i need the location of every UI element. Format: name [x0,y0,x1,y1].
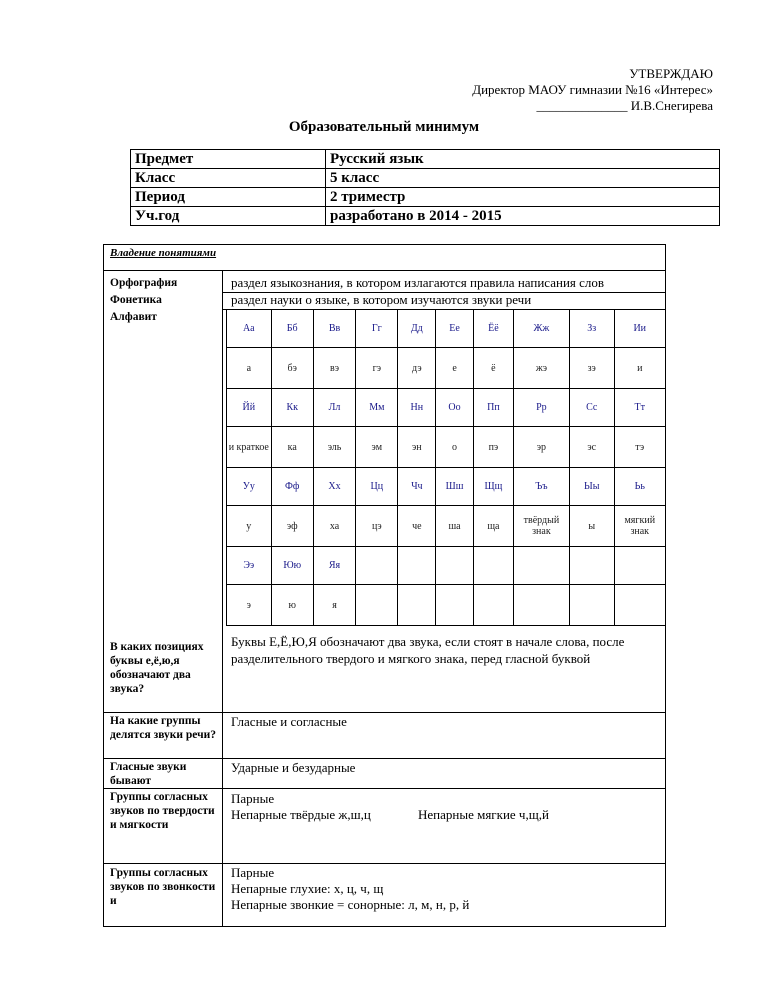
answer-line: Парные [231,865,275,880]
alphabet-letter: Вв [313,310,355,348]
alphabet-letter-name: е [436,348,474,389]
alphabet-letter-name [513,585,569,626]
alphabet-letter-name: тэ [614,427,666,468]
term-label: Алфавит [110,311,157,323]
alphabet-letter: Чч [398,468,436,506]
answer-line: Непарные мягкие ч,щ,й [418,807,549,822]
alphabet-letter: Шш [436,468,474,506]
alphabet-letter-name: ё [473,348,513,389]
alphabet-letter: Юю [271,547,313,585]
alphabet-letter [614,547,666,585]
alphabet-letter-name [398,585,436,626]
alphabet-letter: Фф [271,468,313,506]
alphabet-letter-name: ща [473,506,513,547]
question-label: Гласные звуки бывают [110,761,187,787]
alphabet-letter: Ьь [614,468,666,506]
alphabet-letter-name: эр [513,427,569,468]
term-label: Орфография [110,277,178,289]
alphabet-letter-row [227,389,666,427]
alphabet-letter-name: ша [436,506,474,547]
alphabet-letter-name: пэ [473,427,513,468]
alphabet-letter: Ээ [227,547,272,585]
info-value: 2 триместр [326,188,720,207]
alphabet-letter [473,547,513,585]
question-label: Группы согласных звуков по звонкости и [110,867,216,907]
alphabet-letter-name: бэ [271,348,313,389]
alphabet-letter: Хх [313,468,355,506]
info-key: Класс [131,169,326,188]
alphabet-letter [356,547,398,585]
alphabet-letter: Ее [436,310,474,348]
alphabet-letter: Ёё [473,310,513,348]
alphabet-letter: Жж [513,310,569,348]
alphabet-letter-name [569,585,614,626]
alphabet-name-row [227,585,666,626]
question-label: Группы согласных звуков по твердости и мягкости [110,791,215,831]
alphabet-letter: Бб [271,310,313,348]
alphabet-letter: Щщ [473,468,513,506]
answer-line: Ударные и безударные [231,760,356,775]
alphabet-letter: Кк [271,389,313,427]
alphabet-letter: Аа [227,310,272,348]
alphabet-name-row [227,348,666,389]
info-row [131,207,720,226]
divider [103,863,666,864]
alphabet-letter: Дд [398,310,436,348]
info-value: Русский язык [326,150,720,169]
alphabet-letter: Оо [436,389,474,427]
answer-line: Гласные и согласные [231,714,347,729]
alphabet-letter [398,547,436,585]
alphabet-letter [569,547,614,585]
alphabet-letter-name: жэ [513,348,569,389]
alphabet-letter: Ыы [569,468,614,506]
answer-line: разделительного твердого и мягкого знака, перед гласной буквой [231,651,591,666]
alphabet-letter-name: э [227,585,272,626]
document-title: Образовательный минимум [288,119,480,135]
question-label: На какие группы делятся звуки речи? [110,715,216,741]
alphabet-letter: Зз [569,310,614,348]
alphabet-letter-name: о [436,427,474,468]
info-key: Уч.год [131,207,326,226]
answer-line: Буквы Е,Ё,Ю,Я обозначают два звука, если стоят в начале слова, после [231,634,625,649]
alphabet-letter-name: а [227,348,272,389]
alphabet-letter-name: вэ [313,348,355,389]
answer-line: Непарные звонкие = сонорные: л, м, н, р, й [231,897,470,912]
alphabet-letter [436,547,474,585]
answer-line: Непарные глухие: х, ц, ч, щ [231,881,384,896]
section-title: Владение понятиями [110,247,217,259]
alphabet-letter: Мм [356,389,398,427]
info-row [131,188,720,207]
alphabet-letter: Рр [513,389,569,427]
alphabet-letter: Цц [356,468,398,506]
info-key: Предмет [131,150,326,169]
info-row [131,150,720,169]
alphabet-letter-name: зэ [569,348,614,389]
alphabet-letter-name: твёрдый знак [513,506,569,547]
alphabet-letter-name: эль [313,427,355,468]
alphabet-letter-name: эн [398,427,436,468]
approval-block [472,66,713,114]
alphabet-letter: Лл [313,389,355,427]
alphabet-letter-row [227,547,666,585]
answer-line: Парные [231,791,275,806]
info-table [130,149,720,226]
term-label: Фонетика [110,294,162,306]
alphabet-letter [513,547,569,585]
alphabet-table [226,309,666,626]
alphabet-letter-name: я [313,585,355,626]
alphabet-letter-name: эф [271,506,313,547]
alphabet-letter-name: ю [271,585,313,626]
alphabet-letter: Яя [313,547,355,585]
alphabet-letter-name: мягкий знак [614,506,666,547]
alphabet-letter-row [227,468,666,506]
alphabet-letter-name [473,585,513,626]
alphabet-letter-name: и краткое [227,427,272,468]
alphabet-letter-name [436,585,474,626]
alphabet-letter: Пп [473,389,513,427]
alphabet-letter: Гг [356,310,398,348]
alphabet-letter-name: дэ [398,348,436,389]
alphabet-letter-name [356,585,398,626]
alphabet-letter: Нн [398,389,436,427]
approval-signature: ______________ И.В.Снегирева [536,98,713,113]
alphabet-name-row [227,427,666,468]
term-definition: раздел языкознания, в котором излагаются правила написания слов [231,275,605,290]
alphabet-letter-name: ка [271,427,313,468]
alphabet-letter-name: у [227,506,272,547]
alphabet-letter-name: и [614,348,666,389]
approval-director: Директор МАОУ гимназии №16 «Интерес» [472,82,713,97]
divider [103,758,666,759]
alphabet-letter: Ъъ [513,468,569,506]
term-definition: раздел науки о языке, в котором изучаются звуки речи [231,292,532,307]
answer-line: Непарные твёрдые ж,ш,ц [231,807,371,822]
alphabet-letter-name: цэ [356,506,398,547]
divider [103,712,666,713]
alphabet-letter-name: ы [569,506,614,547]
alphabet-letter: Сс [569,389,614,427]
approval-title: УТВЕРЖДАЮ [629,66,713,81]
alphabet-letter-name: ха [313,506,355,547]
alphabet-name-row [227,506,666,547]
alphabet-letter-name: гэ [356,348,398,389]
alphabet-letter-name: эс [569,427,614,468]
alphabet-letter-row [227,310,666,348]
info-key: Период [131,188,326,207]
question-label: В каких позициях буквы е,ё,ю,я обозначают два звука? [110,641,204,695]
alphabet-letter: Уу [227,468,272,506]
alphabet-letter: Тт [614,389,666,427]
divider [103,788,666,789]
info-row [131,169,720,188]
info-value: 5 класс [326,169,720,188]
divider [103,270,666,271]
divider [222,270,223,927]
alphabet-letter-name: эм [356,427,398,468]
alphabet-letter: Йй [227,389,272,427]
alphabet-letter-name: че [398,506,436,547]
alphabet-letter: Ии [614,310,666,348]
alphabet-letter-name [614,585,666,626]
info-value: разработано в 2014 - 2015 [326,207,720,226]
